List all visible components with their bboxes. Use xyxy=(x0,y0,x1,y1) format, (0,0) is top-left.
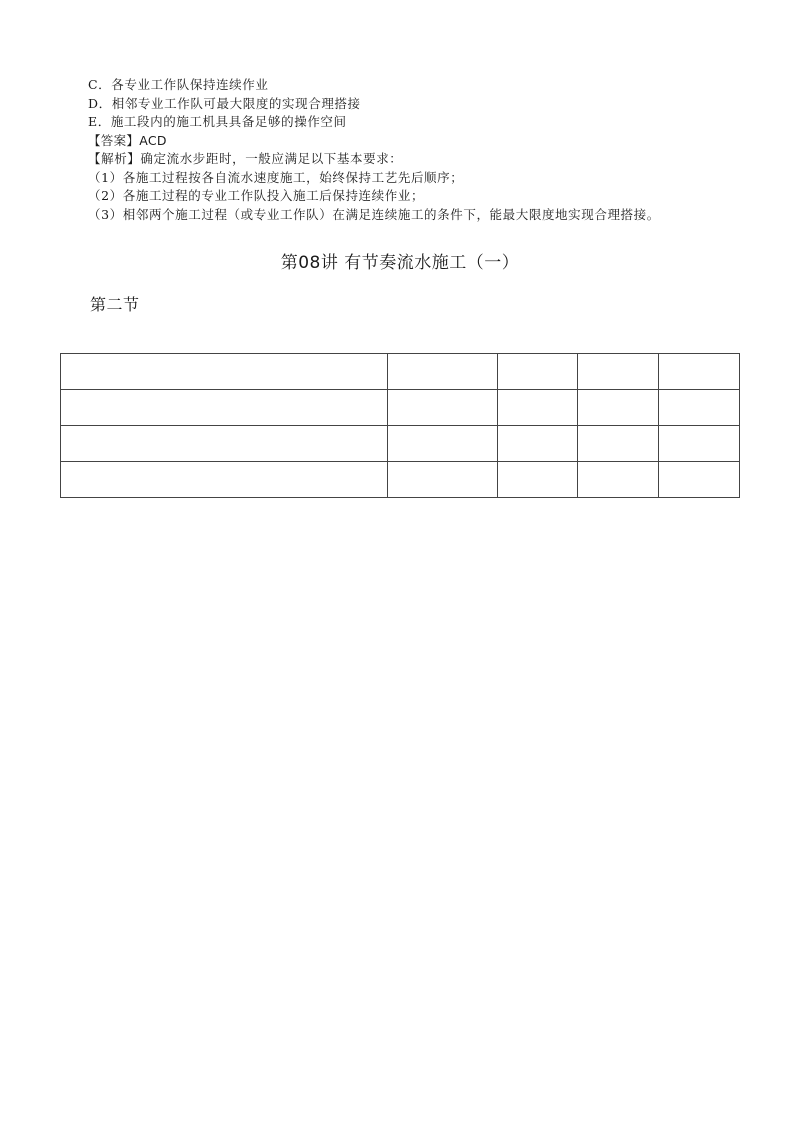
option-e: E．施工段内的施工机具具备足够的操作空间 xyxy=(88,114,347,129)
analysis-item-3: （3）相邻两个施工过程（或专业工作队）在满足连续施工的条件下，能最大限度地实现合理搭接。 xyxy=(88,206,660,222)
table-cell xyxy=(659,462,740,498)
table-cell xyxy=(578,426,659,462)
table-cell xyxy=(388,462,498,498)
table-cell xyxy=(578,462,659,498)
analysis-intro: 【解析】确定流水步距时，一般应满足以下基本要求： xyxy=(88,151,403,166)
table-cell xyxy=(659,390,740,426)
option-d: D．相邻专业工作队可最大限度的实现合理搭接 xyxy=(88,95,361,111)
table-row xyxy=(61,426,740,462)
table-cell xyxy=(498,426,578,462)
answer-line: 【答案】ACD xyxy=(88,132,167,148)
table-cell xyxy=(498,462,578,498)
table-cell xyxy=(61,354,388,390)
table-cell xyxy=(61,426,388,462)
table-row xyxy=(61,390,740,426)
empty-table xyxy=(60,353,740,498)
table-cell xyxy=(498,390,578,426)
table-cell xyxy=(61,462,388,498)
table-row xyxy=(61,462,740,498)
table-cell xyxy=(498,354,578,390)
table-cell xyxy=(388,390,498,426)
analysis-item-1: （1）各施工过程按各自流水速度施工，始终保持工艺先后顺序； xyxy=(88,169,464,185)
option-c: C．各专业工作队保持连续作业 xyxy=(88,77,269,92)
table-cell xyxy=(388,426,498,462)
lecture-title: 第08讲 有节奏流水施工（一） xyxy=(280,253,520,273)
table-cell xyxy=(578,354,659,390)
table-cell xyxy=(388,354,498,390)
table-cell xyxy=(659,426,740,462)
analysis-item-2: （2）各施工过程的专业工作队投入施工后保持连续作业； xyxy=(88,188,425,203)
table-row xyxy=(61,354,740,390)
section-title: 第二节 xyxy=(90,295,140,314)
table-cell xyxy=(578,390,659,426)
table-cell xyxy=(659,354,740,390)
question-options-block xyxy=(88,76,778,224)
table-cell xyxy=(61,390,388,426)
